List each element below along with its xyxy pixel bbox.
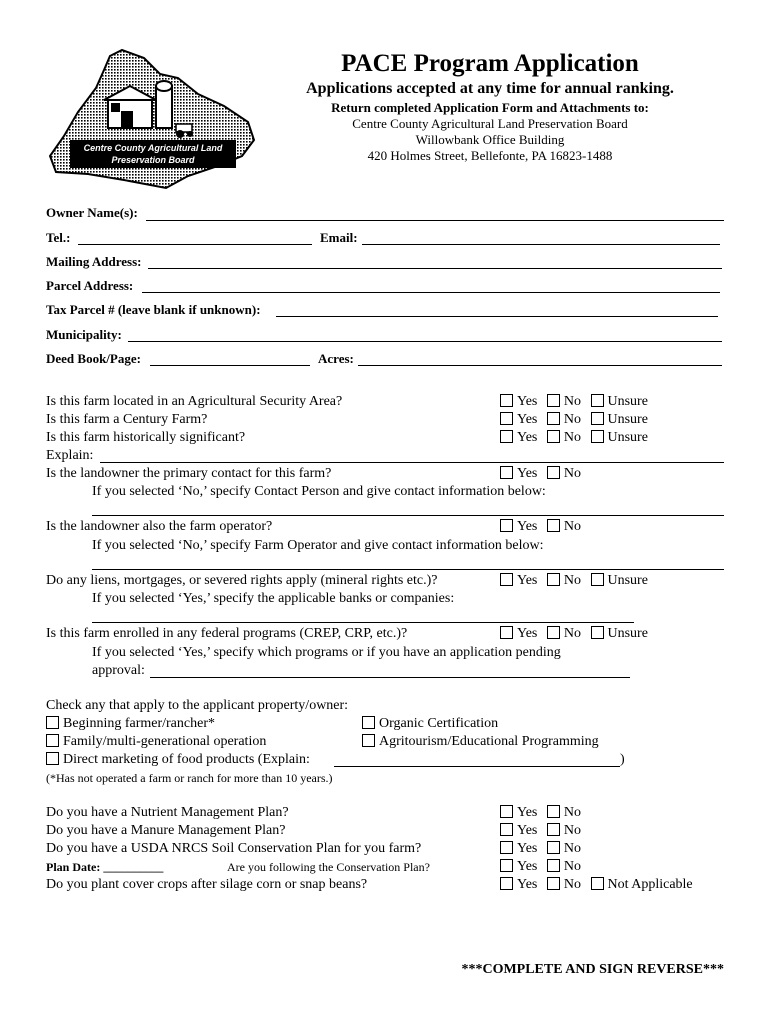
deed-field[interactable] — [150, 365, 310, 366]
q5-options: Yes No — [500, 519, 581, 535]
q1-yes-checkbox[interactable] — [500, 394, 513, 407]
q7-unsure-checkbox[interactable] — [591, 626, 604, 639]
following-options: Yes No — [500, 859, 581, 875]
contact-person-field[interactable] — [92, 515, 724, 516]
q7-options: Yes No Unsure — [500, 626, 648, 642]
q-security-area: Is this farm located in an Agricultural Security Area? — [46, 394, 343, 409]
email-label: Email: — [320, 230, 358, 245]
deed-label: Deed Book/Page: — [46, 351, 141, 366]
q2-unsure-checkbox[interactable] — [591, 412, 604, 425]
direct-explain-field[interactable] — [334, 766, 620, 767]
direct-checkbox[interactable] — [46, 752, 59, 765]
q6-yes-checkbox[interactable] — [500, 573, 513, 586]
agritourism-option: Agritourism/Educational Programming — [362, 734, 599, 750]
q-primary-contact: Is the landowner the primary contact for this farm? — [46, 466, 332, 481]
plan-date-label[interactable]: Plan Date: __________ — [46, 860, 164, 874]
farm-operator-field[interactable] — [92, 569, 724, 570]
q-liens: Do any liens, mortgages, or severed rights apply (mineral rights etc.)? — [46, 573, 438, 588]
q6-options: Yes No Unsure — [500, 573, 648, 589]
return-line: Return completed Application Form and Attachments to: — [331, 100, 649, 115]
mmp-no-checkbox[interactable] — [547, 823, 560, 836]
usda-options: Yes No — [500, 841, 581, 857]
acres-label: Acres: — [318, 351, 354, 366]
nmp-no-checkbox[interactable] — [547, 805, 560, 818]
mailing-field[interactable] — [148, 268, 722, 269]
board-logo — [48, 48, 258, 198]
footer-note: ***COMPLETE AND SIGN REVERSE*** — [461, 962, 724, 977]
q-federal: Is this farm enrolled in any federal programs (CREP, CRP, etc.)? — [46, 626, 408, 641]
q6-no-checkbox[interactable] — [547, 573, 560, 586]
q3-unsure-checkbox[interactable] — [591, 430, 604, 443]
footnote: (*Has not operated a farm or ranch for more than 10 years.) — [46, 771, 333, 785]
q3-options: Yes No Unsure — [500, 430, 648, 446]
logo-line-1: Centre County Agricultural Land — [83, 143, 223, 153]
cover-yes-checkbox[interactable] — [500, 877, 513, 890]
mailing-label: Mailing Address: — [46, 254, 142, 269]
nmp-yes-checkbox[interactable] — [500, 805, 513, 818]
q1-no-checkbox[interactable] — [547, 394, 560, 407]
q7-yes-checkbox[interactable] — [500, 626, 513, 639]
q4-no-checkbox[interactable] — [547, 466, 560, 479]
following-yes-checkbox[interactable] — [500, 859, 513, 872]
q7-no-checkbox[interactable] — [547, 626, 560, 639]
email-field[interactable] — [362, 244, 720, 245]
cover-options: Yes No Not Applicable — [500, 877, 693, 893]
q7-sub2: approval: — [92, 663, 145, 678]
parcel-label: Parcel Address: — [46, 278, 134, 293]
q5-no-checkbox[interactable] — [547, 519, 560, 532]
usda-yes-checkbox[interactable] — [500, 841, 513, 854]
q1-unsure-checkbox[interactable] — [591, 394, 604, 407]
q-manure-plan: Do you have a Manure Management Plan? — [46, 823, 286, 838]
tax-field[interactable] — [276, 316, 718, 317]
q7-sub: If you selected ‘Yes,’ specify which programs or if you have an application pending — [92, 645, 561, 660]
tax-label: Tax Parcel # (leave blank if unknown): — [46, 302, 261, 317]
nmp-options: Yes No — [500, 805, 581, 821]
tel-field[interactable] — [78, 244, 312, 245]
q2-yes-checkbox[interactable] — [500, 412, 513, 425]
organic-option: Organic Certification — [362, 716, 498, 732]
acres-field[interactable] — [358, 365, 722, 366]
q-operator: Is the landowner also the farm operator? — [46, 519, 273, 534]
explain-field[interactable] — [100, 462, 724, 463]
logo-line-2: Preservation Board — [111, 155, 195, 165]
q-following-plan: Are you following the Conservation Plan? — [227, 860, 430, 874]
q5-sub: If you selected ‘No,’ specify Farm Operator and give contact information below: — [92, 538, 544, 553]
agritourism-checkbox[interactable] — [362, 734, 375, 747]
q2-options: Yes No Unsure — [500, 412, 648, 428]
parcel-field[interactable] — [142, 292, 720, 293]
organic-checkbox[interactable] — [362, 716, 375, 729]
checklist-intro: Check any that apply to the applicant property/owner: — [46, 698, 349, 713]
q5-yes-checkbox[interactable] — [500, 519, 513, 532]
q6-unsure-checkbox[interactable] — [591, 573, 604, 586]
tel-label: Tel.: — [46, 230, 71, 245]
q4-options: Yes No — [500, 466, 581, 482]
page-subtitle: Applications accepted at any time for annual ranking. — [306, 80, 674, 97]
q-usda-plan: Do you have a USDA NRCS Soil Conservation Plan for you farm? — [46, 841, 422, 856]
q-cover-crops: Do you plant cover crops after silage corn or snap beans? — [46, 877, 368, 892]
mmp-options: Yes No — [500, 823, 581, 839]
cover-na-checkbox[interactable] — [591, 877, 604, 890]
q4-yes-checkbox[interactable] — [500, 466, 513, 479]
banks-field[interactable] — [92, 622, 634, 623]
org-name: Centre County Agricultural Land Preservation Board — [352, 116, 628, 131]
owner-field[interactable] — [146, 220, 724, 221]
q-century-farm: Is this farm a Century Farm? — [46, 412, 208, 427]
cover-no-checkbox[interactable] — [547, 877, 560, 890]
family-checkbox[interactable] — [46, 734, 59, 747]
following-no-checkbox[interactable] — [547, 859, 560, 872]
direct-close: ) — [620, 752, 625, 767]
direct-option: Direct marketing of food products (Explain: — [46, 752, 310, 768]
q1-options: Yes No Unsure — [500, 394, 648, 410]
usda-no-checkbox[interactable] — [547, 841, 560, 854]
q4-sub: If you selected ‘No,’ specify Contact Person and give contact information below: — [92, 484, 546, 499]
street-address: 420 Holmes Street, Bellefonte, PA 16823-1488 — [367, 148, 613, 163]
q6-sub: If you selected ‘Yes,’ specify the applicable banks or companies: — [92, 591, 455, 606]
municipality-label: Municipality: — [46, 327, 122, 342]
q-nutrient-plan: Do you have a Nutrient Management Plan? — [46, 805, 289, 820]
family-option: Family/multi-generational operation — [46, 734, 266, 750]
page-title: PACE Program Application — [341, 50, 639, 77]
mmp-yes-checkbox[interactable] — [500, 823, 513, 836]
municipality-field[interactable] — [128, 341, 722, 342]
q2-no-checkbox[interactable] — [547, 412, 560, 425]
explain-label: Explain: — [46, 448, 94, 463]
q-historic: Is this farm historically significant? — [46, 430, 246, 445]
beginning-option: Beginning farmer/rancher* — [46, 716, 215, 732]
programs-field[interactable] — [150, 677, 630, 678]
owner-label: Owner Name(s): — [46, 205, 138, 220]
beginning-checkbox[interactable] — [46, 716, 59, 729]
q3-no-checkbox[interactable] — [547, 430, 560, 443]
building-name: Willowbank Office Building — [415, 132, 565, 147]
q3-yes-checkbox[interactable] — [500, 430, 513, 443]
